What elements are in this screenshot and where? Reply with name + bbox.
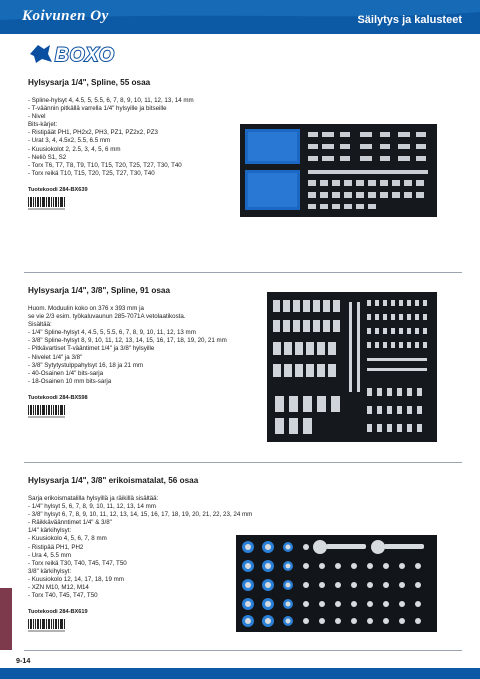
barcode-icon	[28, 197, 66, 211]
product-image-3	[236, 535, 437, 632]
page-footer	[0, 668, 480, 679]
product-line: - 18-Osainen 10 mm bits-sarja	[28, 377, 112, 385]
product-line: Bits-kärjet:	[28, 121, 58, 129]
product-line: - 3/8" Spline-hylsyt 8, 9, 10, 11, 12, 13, 14, 15, 16, 17, 18, 19, 20, 21 mm	[28, 337, 227, 345]
product-line: - Nivel	[28, 113, 46, 121]
product-code: Tuotekoodi 284-BX598	[28, 394, 88, 401]
product-line: 3/8" kärkihylsyt:	[28, 567, 72, 575]
product-code: Tuotekoodi 284-BX619	[28, 609, 88, 616]
product-line: - Kuusiokolo 12, 14, 17, 18, 19 mm	[28, 575, 124, 583]
product-line: Huom. Moduulin koko on 376 x 393 mm ja	[28, 305, 144, 312]
rhino-icon	[30, 45, 52, 63]
product-line: - 40-Osainen 1/4" bits-sarja	[28, 369, 104, 377]
product-line: - 3/8" hylsyt 6, 7, 8, 9, 10, 11, 12, 13, 14, 15, 16, 17, 18, 19, 20, 21, 22, 23, 24 mm	[28, 511, 253, 519]
boxo-logo	[28, 42, 148, 66]
section-divider	[24, 462, 462, 463]
product-image-2	[267, 292, 437, 442]
product-line: - Torx reikä T30, T40, T45, T47, T50	[28, 559, 127, 567]
product-line: Sarja erikoismatalilla hylsyillä ja räikillä sisältää:	[28, 495, 159, 502]
product-title: Hylsysarja 1/4", 3/8" erikoismatalat, 56 osaa	[28, 476, 199, 485]
product-line: Sisältää:	[28, 321, 52, 329]
company-logo: Koivunen Oy	[22, 8, 109, 24]
product-line: - Kuusiokolo 4, 5, 6, 7, 8 mm	[28, 535, 107, 543]
product-block-3	[28, 476, 252, 638]
product-line: - Urat 3, 4, 4.5x2, 5.5, 6.5 mm	[28, 137, 111, 145]
product-line: - Ura 4, 5.5 mm	[28, 551, 71, 559]
side-tab	[0, 588, 12, 650]
page-header	[0, 0, 480, 34]
barcode-icon	[28, 405, 66, 419]
product-line: 1/4" kärkihylsyt:	[28, 527, 72, 535]
page-number: 9-14	[16, 656, 31, 665]
product-title: Hylsysarja 1/4", 3/8", Spline, 91 osaa	[28, 286, 171, 295]
product-line: - Räikkäväänntimet 1/4" & 3/8"	[28, 519, 112, 527]
product-block-2	[28, 286, 227, 424]
product-line: - Pitkävartiset T-vääntimet 1/4" ja 3/8" hylsyille	[28, 345, 155, 353]
product-block-1	[28, 78, 194, 216]
barcode-icon	[28, 619, 66, 633]
product-line: - Ristipäät PH1, PH2x2, PH3, PZ1, PZ2x2, PZ3	[28, 129, 158, 137]
section-title: Säilytys ja kalusteet	[357, 14, 462, 26]
section-divider	[24, 650, 462, 651]
product-line: - Torx T40, T45, T47, T50	[28, 592, 98, 600]
section-divider	[24, 272, 462, 273]
product-line: - T-väännin pitkällä varrella 1/4" hylsyille ja bitseille	[28, 105, 167, 113]
product-line: se vie 2/3 esim. työkaluvaunun 285-7071A vetolaatikosta.	[28, 313, 186, 321]
product-line: - Torx reikä T10, T15, T20, T25, T27, T30, T40	[28, 169, 155, 177]
product-line: - Spline-hylsyt 4, 4.5, 5, 5.5, 6, 7, 8, 9, 10, 11, 12, 13, 14 mm	[28, 97, 194, 104]
product-line: - Torx T6, T7, T8, T9, T10, T15, T20, T25, T27, T30, T40	[28, 161, 182, 169]
product-line: - 1/4" Spline-hylsyt 4, 4.5, 5, 5.5, 6, 7, 8, 9, 10, 11, 12, 13 mm	[28, 329, 196, 337]
product-line: - 1/4" hylsyt 5, 6, 7, 8, 9, 10, 11, 12, 13, 14 mm	[28, 503, 156, 511]
product-line: - Neliö S1, S2	[28, 153, 67, 161]
product-title: Hylsysarja 1/4", Spline, 55 osaa	[28, 78, 151, 87]
product-code: Tuotekoodi 284-BX639	[28, 186, 88, 193]
product-image-1	[240, 124, 437, 217]
product-line: - XZN M10, M12, M14	[28, 584, 89, 592]
product-line: - Ristipää PH1, PH2	[28, 543, 84, 551]
product-line: - Kuusiokolot 2, 2.5, 3, 4, 5, 6 mm	[28, 145, 121, 153]
product-line: - Nivelet 1/4" ja 3/8"	[28, 353, 83, 361]
product-line: - 3/8" Sytytystulppahylsyt 16, 18 ja 21 mm	[28, 361, 143, 369]
svg-text:BOXO: BOXO	[55, 45, 115, 66]
